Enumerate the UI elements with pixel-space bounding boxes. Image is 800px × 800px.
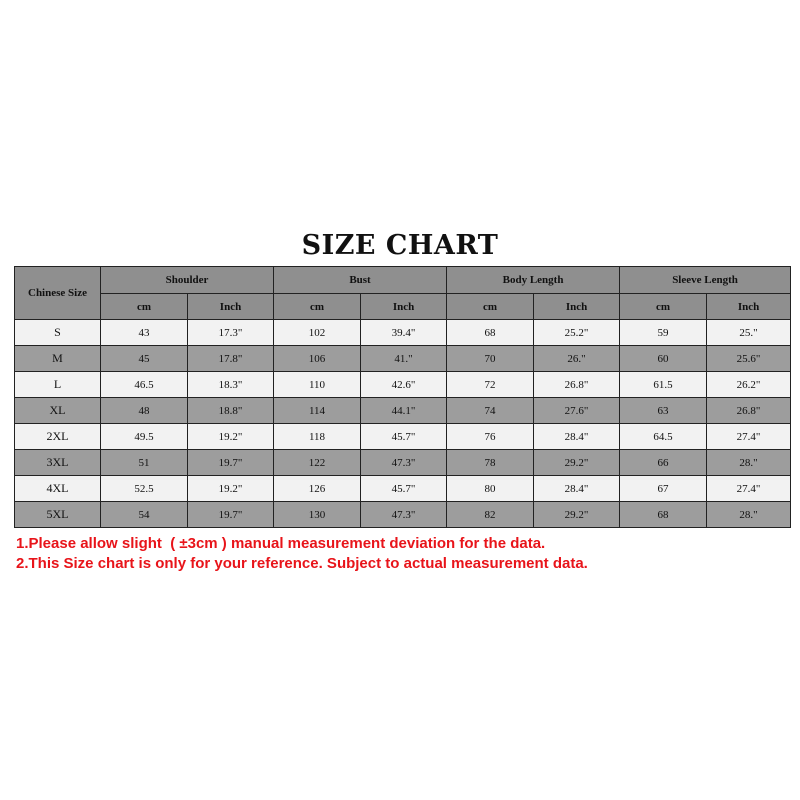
value-cell-cm: 126 bbox=[274, 476, 361, 502]
value-cell-inch: 45.7" bbox=[361, 424, 447, 450]
value-cell-cm: 78 bbox=[447, 450, 534, 476]
value-cell-cm: 54 bbox=[101, 502, 188, 528]
value-cell-inch: 42.6" bbox=[361, 372, 447, 398]
table-row bbox=[15, 372, 791, 398]
value-cell-cm: 68 bbox=[447, 320, 534, 346]
table-row bbox=[15, 476, 791, 502]
note-measurement-deviation: 1.Please allow slight ( ±3cm ) manual measurement deviation for the data. bbox=[16, 535, 546, 552]
value-cell-inch: 17.3" bbox=[188, 320, 274, 346]
header-sleeve-length: Sleeve Length bbox=[620, 267, 791, 294]
size-label-cell: 2XL bbox=[15, 424, 101, 450]
value-cell-inch: 19.7" bbox=[188, 502, 274, 528]
table-row bbox=[15, 320, 791, 346]
value-cell-inch: 26." bbox=[534, 346, 620, 372]
value-cell-cm: 67 bbox=[620, 476, 707, 502]
value-cell-inch: 29.2" bbox=[534, 450, 620, 476]
table-row bbox=[15, 398, 791, 424]
value-cell-cm: 76 bbox=[447, 424, 534, 450]
value-cell-inch: 47.3" bbox=[361, 502, 447, 528]
header-bust: Bust bbox=[274, 267, 447, 294]
value-cell-inch: 28." bbox=[707, 502, 791, 528]
value-cell-inch: 18.3" bbox=[188, 372, 274, 398]
notes-block bbox=[16, 534, 786, 574]
header-unit-cm: cm bbox=[620, 294, 707, 320]
value-cell-inch: 44.1" bbox=[361, 398, 447, 424]
value-cell-cm: 130 bbox=[274, 502, 361, 528]
value-cell-cm: 60 bbox=[620, 346, 707, 372]
value-cell-cm: 51 bbox=[101, 450, 188, 476]
value-cell-cm: 64.5 bbox=[620, 424, 707, 450]
value-cell-inch: 28.4" bbox=[534, 476, 620, 502]
value-cell-inch: 27.4" bbox=[707, 476, 791, 502]
value-cell-cm: 52.5 bbox=[101, 476, 188, 502]
value-cell-inch: 25." bbox=[707, 320, 791, 346]
value-cell-cm: 61.5 bbox=[620, 372, 707, 398]
header-unit-cm: cm bbox=[274, 294, 361, 320]
value-cell-cm: 49.5 bbox=[101, 424, 188, 450]
header-unit-inch: Inch bbox=[534, 294, 620, 320]
value-cell-cm: 72 bbox=[447, 372, 534, 398]
table-row bbox=[15, 346, 791, 372]
value-cell-cm: 59 bbox=[620, 320, 707, 346]
value-cell-inch: 19.2" bbox=[188, 476, 274, 502]
value-cell-cm: 80 bbox=[447, 476, 534, 502]
value-cell-inch: 47.3" bbox=[361, 450, 447, 476]
value-cell-inch: 19.2" bbox=[188, 424, 274, 450]
size-chart-table bbox=[14, 266, 791, 528]
table-row bbox=[15, 424, 791, 450]
value-cell-inch: 28.4" bbox=[534, 424, 620, 450]
value-cell-inch: 45.7" bbox=[361, 476, 447, 502]
value-cell-inch: 26.8" bbox=[707, 398, 791, 424]
value-cell-inch: 39.4" bbox=[361, 320, 447, 346]
value-cell-inch: 29.2" bbox=[534, 502, 620, 528]
value-cell-cm: 46.5 bbox=[101, 372, 188, 398]
size-label-cell: M bbox=[15, 346, 101, 372]
value-cell-cm: 45 bbox=[101, 346, 188, 372]
header-unit-inch: Inch bbox=[361, 294, 447, 320]
value-cell-inch: 18.8" bbox=[188, 398, 274, 424]
header-row-units bbox=[15, 294, 791, 320]
value-cell-cm: 110 bbox=[274, 372, 361, 398]
table-row bbox=[15, 502, 791, 528]
value-cell-inch: 17.8" bbox=[188, 346, 274, 372]
value-cell-cm: 70 bbox=[447, 346, 534, 372]
value-cell-cm: 118 bbox=[274, 424, 361, 450]
size-label-cell: S bbox=[15, 320, 101, 346]
value-cell-inch: 25.2" bbox=[534, 320, 620, 346]
size-label-cell: 4XL bbox=[15, 476, 101, 502]
value-cell-cm: 102 bbox=[274, 320, 361, 346]
header-body-length: Body Length bbox=[447, 267, 620, 294]
value-cell-cm: 66 bbox=[620, 450, 707, 476]
header-unit-inch: Inch bbox=[707, 294, 791, 320]
size-label-cell: 5XL bbox=[15, 502, 101, 528]
value-cell-cm: 43 bbox=[101, 320, 188, 346]
value-cell-inch: 19.7" bbox=[188, 450, 274, 476]
value-cell-cm: 74 bbox=[447, 398, 534, 424]
value-cell-cm: 106 bbox=[274, 346, 361, 372]
value-cell-cm: 63 bbox=[620, 398, 707, 424]
header-chinese-size: Chinese Size bbox=[15, 267, 101, 320]
header-row-groups bbox=[15, 267, 791, 294]
value-cell-inch: 27.6" bbox=[534, 398, 620, 424]
value-cell-inch: 41." bbox=[361, 346, 447, 372]
note-reference-only: 2.This Size chart is only for your reference. Subject to actual measurement data. bbox=[16, 555, 588, 572]
value-cell-inch: 26.8" bbox=[534, 372, 620, 398]
value-cell-inch: 27.4" bbox=[707, 424, 791, 450]
value-cell-cm: 82 bbox=[447, 502, 534, 528]
value-cell-cm: 68 bbox=[620, 502, 707, 528]
page-title: SIZE CHART bbox=[301, 230, 499, 261]
size-label-cell: L bbox=[15, 372, 101, 398]
value-cell-inch: 28." bbox=[707, 450, 791, 476]
header-unit-inch: Inch bbox=[188, 294, 274, 320]
table-row bbox=[15, 450, 791, 476]
header-unit-cm: cm bbox=[447, 294, 534, 320]
value-cell-cm: 122 bbox=[274, 450, 361, 476]
size-label-cell: 3XL bbox=[15, 450, 101, 476]
header-shoulder: Shoulder bbox=[101, 267, 274, 294]
size-label-cell: XL bbox=[15, 398, 101, 424]
value-cell-cm: 114 bbox=[274, 398, 361, 424]
value-cell-inch: 26.2" bbox=[707, 372, 791, 398]
value-cell-cm: 48 bbox=[101, 398, 188, 424]
table-body bbox=[15, 320, 791, 528]
header-unit-cm: cm bbox=[101, 294, 188, 320]
value-cell-inch: 25.6" bbox=[707, 346, 791, 372]
